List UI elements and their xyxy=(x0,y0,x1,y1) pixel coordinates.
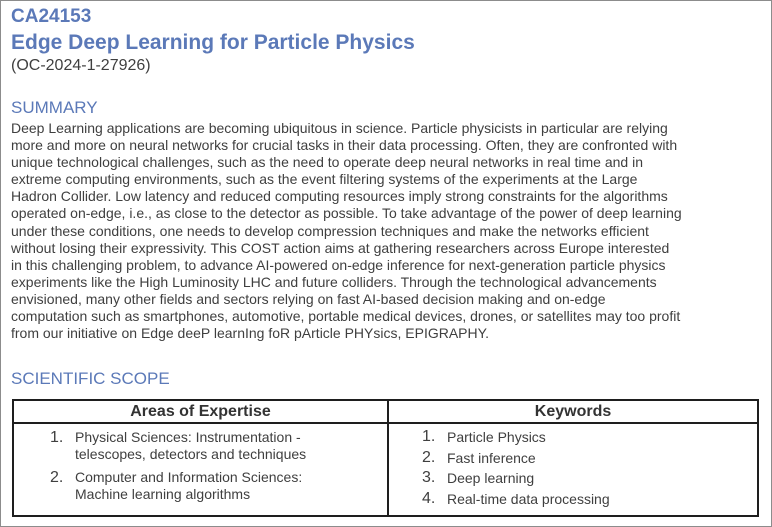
summary-line: from our initiative on Edge deeP learnIng foR pArticle PHYsics, EPIGRAPHY. xyxy=(11,325,490,342)
summary-text xyxy=(11,120,771,342)
summary-line: unique technological challenges, such as the need to operate deep neural networks in real time and in xyxy=(11,154,643,171)
summary-line: computation such as smartphones, automotive, portable medical devices, drones, or satellites may too profit xyxy=(11,308,681,325)
keyword-label: Deep learning xyxy=(447,470,535,486)
keyword-item xyxy=(389,489,757,510)
summary-heading: SUMMARY xyxy=(11,98,98,117)
keyword-item xyxy=(389,448,757,469)
keywords-header: Keywords xyxy=(389,401,757,424)
keywords-list xyxy=(389,424,757,509)
area-number: 2. xyxy=(50,469,64,486)
area-text: Machine learning algorithms xyxy=(75,486,251,502)
keyword-label: Fast inference xyxy=(447,449,536,466)
summary-line: operated on-edge, i.e., as close to the detector as possible. To take advantage of the power of deep learning xyxy=(11,205,682,222)
keyword-number: 1. xyxy=(422,428,436,445)
areas-of-expertise-column xyxy=(14,401,389,515)
action-title: Edge Deep Learning for Particle Physics xyxy=(11,31,415,54)
summary-line: more and more on neural networks for crucial tasks in their data processing. Often, they are confronted with xyxy=(11,137,678,154)
keywords-column xyxy=(389,401,757,515)
summary-line: experiments like the High Luminosity LHC and future colliders. Through the technological advancements xyxy=(11,273,657,290)
areas-list xyxy=(14,424,387,503)
keyword-label: Real-time data processing xyxy=(447,490,610,507)
area-text: Computer and Information Sciences: xyxy=(75,469,303,485)
area-item xyxy=(14,469,387,503)
summary-line: in this challenging problem, to advance AI-powered on-edge inference for next-generation particle physics xyxy=(11,256,666,273)
summary-line: under these conditions, one needs to develop compression techniques and make the networks efficient xyxy=(11,222,649,239)
areas-of-expertise-header: Areas of Expertise xyxy=(14,401,387,424)
summary-line: without losing their expressivity. This COST action aims at gathering researchers across Europe interested xyxy=(11,239,670,256)
keyword-item xyxy=(389,468,757,489)
area-number: 1. xyxy=(50,429,64,446)
scientific-scope-table xyxy=(12,399,759,517)
keyword-number: 2. xyxy=(422,448,436,466)
scientific-scope-heading: SCIENTIFIC SCOPE xyxy=(11,369,170,388)
summary-line: Hadron Collider. Low latency and reduced computing resources imply strong constraints for the algorithms xyxy=(11,188,668,205)
keyword-number: 4. xyxy=(422,489,436,507)
keyword-number: 3. xyxy=(422,469,436,486)
keyword-item xyxy=(389,427,757,448)
area-text: Physical Sciences: Instrumentation - xyxy=(75,429,301,445)
summary-line: Deep Learning applications are becoming ubiquitous in science. Particle physicists in particular are relying xyxy=(11,120,668,136)
summary-line: envisioned, many other fields and sectors relying on fast AI-based decision making and on-edge xyxy=(11,290,606,307)
area-item xyxy=(14,429,387,463)
area-text: telescopes, detectors and techniques xyxy=(75,446,307,462)
summary-line: extreme computing environments, such as the event filtering systems of the experiments at the Large xyxy=(11,171,638,188)
action-code: CA24153 xyxy=(11,6,92,27)
keyword-label: Particle Physics xyxy=(447,429,546,445)
action-reference: (OC-2024-1-27926) xyxy=(11,57,151,74)
